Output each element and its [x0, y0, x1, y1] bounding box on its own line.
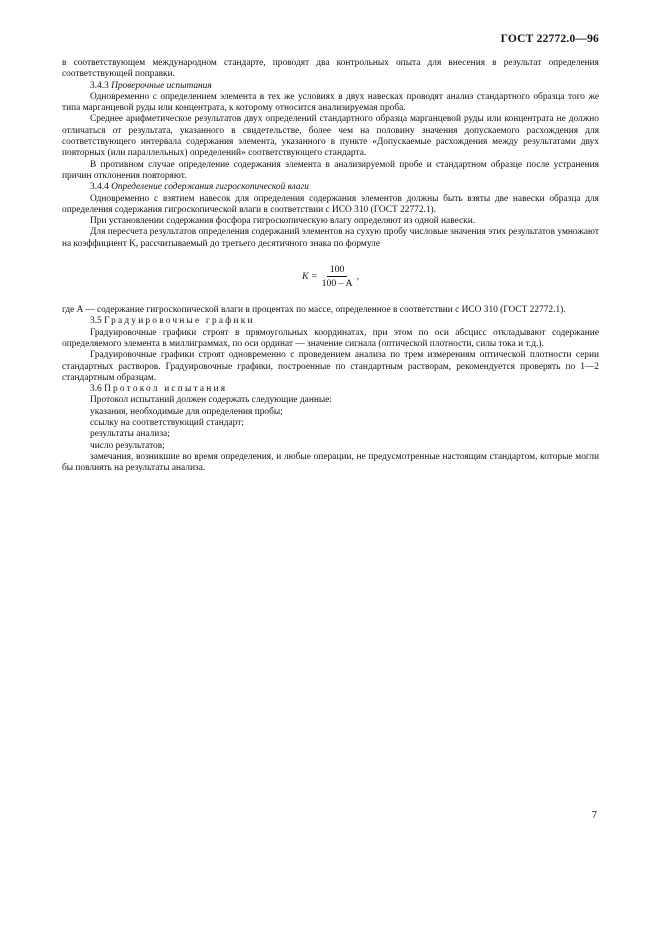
where-lead: где A — [62, 305, 95, 316]
paragraph: Протокол испытаний должен содержать следующие данные: [90, 395, 332, 406]
formula-tail: , [356, 270, 360, 282]
formula-explanation [62, 305, 599, 316]
section-title: Протокол испытания [104, 384, 228, 395]
section-title: Градуировочные графики [104, 316, 255, 327]
section-heading-3-5 [62, 316, 599, 327]
section-heading-3-6 [62, 384, 599, 395]
page-number: 7 [591, 810, 597, 821]
section-title: Проверочные испытания [111, 80, 212, 91]
paragraph: Для пересчета результатов определения содержаний элементов на сухую пробу числовые значения этих результатов умножают на коэффициент K, рассчитываемый до третьего десятичного знака по формуле [62, 227, 599, 249]
section-title: Определение содержания гигроскопической влаги [111, 182, 309, 193]
paragraph: Одновременно с определением элемента в тех же условиях в двух навесках проводят анализ стандартного образца того же типа марганцевой руды или концентрата, к которому относится анализируемая проба. [62, 91, 599, 114]
formula-denominator: 100 – A [321, 278, 353, 290]
section-number: 3.4.3 [90, 80, 109, 91]
section-heading-3-4-3 [62, 81, 599, 92]
section-heading-3-4-4 [62, 182, 599, 193]
document-code-header: ГОСТ 22772.0—96 [500, 33, 599, 45]
paragraph: При установлении содержания фосфора гигроскопическую влагу определяют из одной навески. [90, 216, 476, 227]
section-number: 3.4.4 [90, 182, 109, 193]
paragraph: Градуировочные графики строят в прямоугольных координатах, при этом по оси абсцисс откладывают содержание определяемого элемента в миллиграммах, по оси ординат — значение сигнала (оптической плотности, силы тока и т.д.). [62, 327, 599, 349]
paragraph: В противном случае определение содержания элемента в анализируемой пробе и стандартном образце после устранения причин отклонения повторяют. [62, 159, 599, 181]
list-item: ссылку на соответствующий стандарт; [90, 418, 244, 429]
formula-lhs: K = [301, 270, 318, 282]
document-body [62, 58, 599, 475]
formula-numerator: 100 [327, 264, 348, 277]
list-item: число результатов; [90, 440, 165, 451]
paragraph: Градуировочные графики строят одновременно с проведением анализа по трем измерениям оптической плотности серии стандартных растворов. Градуировочные графики, построенные по стандартным растворам, рекомендуется проверять по 1—2 стандартным образцам. [62, 350, 599, 383]
paragraph-continuation: в соответствующем международном стандарте, проводят два контрольных опыта для внесения в результат определения соответствующей поправки. [62, 58, 599, 80]
where-text: содержание гигроскопической влаги в процентах по массе, определенное в соответствии с ИСО 310 (ГОСТ 22772.1). [96, 305, 566, 316]
formula-fraction [322, 264, 353, 289]
list-item: результаты анализа; [90, 429, 170, 440]
formula-k [62, 264, 599, 289]
list-item: указания, необходимые для определения пробы; [90, 406, 283, 417]
paragraph: Одновременно с взятием навесок для определения содержания элементов должны быть взяты две навески образца для определения содержания гигроскопической влаги в соответствии с ИСО 310 (ГОСТ 22772.1). [62, 193, 599, 215]
section-number: 3.5 [90, 316, 102, 327]
paragraph: замечания, возникшие во время определения, и любые операции, не предусмотренные настоящим стандартом, которые могли бы повлиять на результаты анализа. [62, 451, 599, 474]
paragraph: Среднее арифметическое результатов двух определений стандартного образца марганцевой руды или концентрата не должно отличаться от результата, указанного в свидетельстве, более чем на половину значения допускаемого расхождения для соответствующего интервала содержания элемента, указанного в пункте «Допускаемые расхождения между результатами двух повторных (или параллельных) определений» соответствующего стандарта. [62, 114, 599, 159]
section-number: 3.6 [90, 384, 102, 395]
